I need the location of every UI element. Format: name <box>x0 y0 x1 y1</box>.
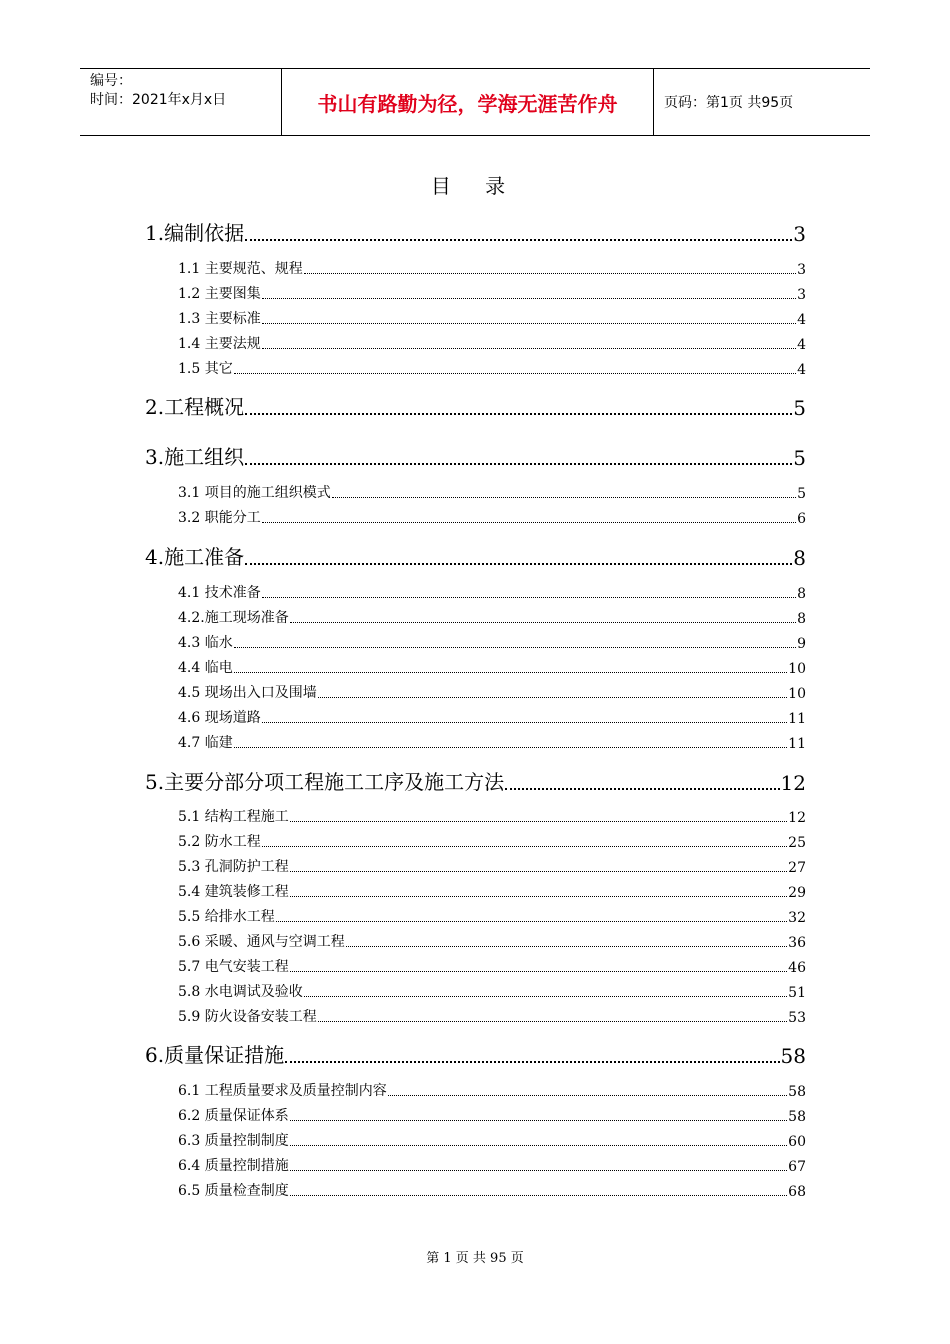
toc-dot-leader <box>245 463 792 465</box>
toc-entry-label: 4.4 临电 <box>178 660 233 676</box>
toc-entry-page-number: 8 <box>797 586 806 602</box>
toc-chapter-entry[interactable] <box>145 542 806 570</box>
toc-entry-page-number: 5 <box>793 396 806 420</box>
toc-section-entry[interactable] <box>178 981 806 1001</box>
toc-dot-leader <box>304 273 796 274</box>
toc-dot-leader <box>332 497 796 498</box>
toc-entry-page-number: 68 <box>788 1184 806 1200</box>
toc-entry-page-number: 5 <box>793 446 806 470</box>
toc-entry-label: 5.3 孔洞防护工程 <box>178 859 289 875</box>
toc-entry-label: 4.6 现场道路 <box>178 710 261 726</box>
toc-entry-label: 6.质量保证措施 <box>145 1043 285 1067</box>
toc-section-entry[interactable] <box>178 258 806 278</box>
toc-dot-leader <box>234 373 796 374</box>
toc-dot-leader <box>245 563 792 565</box>
toc-entry-page-number: 3 <box>797 287 806 303</box>
toc-entry-page-number: 12 <box>788 810 806 826</box>
toc-section-entry[interactable] <box>178 856 806 876</box>
toc-dot-leader <box>262 722 787 723</box>
toc-entry-label: 4.施工准备 <box>145 545 245 569</box>
toc-entry-label: 3.1 项目的施工组织模式 <box>178 485 331 501</box>
toc-dot-leader <box>290 821 787 822</box>
toc-dot-leader <box>262 298 796 299</box>
toc-entry-label: 5.9 防火设备安装工程 <box>178 1009 317 1025</box>
toc-entry-label: 5.4 建筑装修工程 <box>178 884 289 900</box>
toc-entry-page-number: 58 <box>780 1044 806 1068</box>
header-page-info: 页码：第1页 共95页 <box>664 95 794 111</box>
toc-entry-page-number: 8 <box>793 546 806 570</box>
toc-dot-leader <box>290 896 787 897</box>
toc-section-entry[interactable] <box>178 906 806 926</box>
toc-entry-page-number: 12 <box>780 771 806 795</box>
toc-section-entry[interactable] <box>178 1155 806 1175</box>
toc-dot-leader <box>346 946 787 947</box>
toc-entry-page-number: 60 <box>788 1134 806 1150</box>
toc-entry-label: 2.工程概况 <box>145 395 245 419</box>
toc-section-entry[interactable] <box>178 682 806 702</box>
toc-entry-page-number: 6 <box>797 511 806 527</box>
toc-entry-page-number: 46 <box>788 960 806 976</box>
document-number-label: 编号： <box>90 73 132 89</box>
toc-section-entry[interactable] <box>178 482 806 502</box>
toc-dot-leader <box>318 697 787 698</box>
toc-entry-page-number: 3 <box>793 222 806 246</box>
toc-entry-label: 5.1 结构工程施工 <box>178 809 289 825</box>
toc-entry-label: 5.2 防水工程 <box>178 834 261 850</box>
toc-section-entry[interactable] <box>178 582 806 602</box>
toc-section-entry[interactable] <box>178 732 806 752</box>
toc-entry-label: 5.6 采暖、通风与空调工程 <box>178 934 345 950</box>
toc-dot-leader <box>285 1061 779 1063</box>
toc-entry-label: 6.2 质量保证体系 <box>178 1108 289 1124</box>
toc-entry-page-number: 51 <box>788 985 806 1001</box>
toc-section-entry[interactable] <box>178 308 806 328</box>
toc-dot-leader <box>290 871 787 872</box>
toc-dot-leader <box>505 788 779 790</box>
toc-entry-page-number: 67 <box>788 1159 806 1175</box>
toc-title: 目 录 <box>430 174 520 198</box>
toc-entry-label: 6.5 质量检查制度 <box>178 1183 289 1199</box>
toc-entry-page-number: 58 <box>788 1084 806 1100</box>
toc-entry-page-number: 29 <box>788 885 806 901</box>
toc-section-entry[interactable] <box>178 507 806 527</box>
toc-section-entry[interactable] <box>178 1006 806 1026</box>
toc-section-entry[interactable] <box>178 1080 806 1100</box>
toc-entry-page-number: 10 <box>788 686 806 702</box>
toc-entry-page-number: 5 <box>797 486 806 502</box>
toc-chapter-entry[interactable] <box>145 1040 806 1068</box>
toc-entry-page-number: 32 <box>788 910 806 926</box>
toc-section-entry[interactable] <box>178 806 806 826</box>
toc-entry-page-number: 4 <box>797 312 806 328</box>
toc-entry-page-number: 4 <box>797 362 806 378</box>
toc-entry-label: 4.1 技术准备 <box>178 585 261 601</box>
toc-entry-page-number: 36 <box>788 935 806 951</box>
toc-entry-label: 1.3 主要标准 <box>178 311 261 327</box>
toc-dot-leader <box>290 1170 787 1171</box>
toc-dot-leader <box>290 1120 787 1121</box>
toc-entry-label: 1.编制依据 <box>145 221 245 245</box>
toc-entry-label: 5.8 水电调试及验收 <box>178 984 303 1000</box>
toc-entry-label: 3.施工组织 <box>145 445 245 469</box>
toc-chapter-entry[interactable] <box>145 767 806 795</box>
toc-section-entry[interactable] <box>178 931 806 951</box>
toc-entry-label: 6.4 质量控制措施 <box>178 1158 289 1174</box>
toc-entry-label: 4.2.施工现场准备 <box>178 610 289 626</box>
toc-entry-page-number: 53 <box>788 1010 806 1026</box>
toc-dot-leader <box>290 971 787 972</box>
toc-entry-page-number: 4 <box>797 337 806 353</box>
toc-section-entry[interactable] <box>178 632 806 652</box>
toc-section-entry[interactable] <box>178 881 806 901</box>
toc-entry-page-number: 25 <box>788 835 806 851</box>
toc-entry-page-number: 8 <box>797 611 806 627</box>
toc-section-entry[interactable] <box>178 358 806 378</box>
toc-entry-page-number: 11 <box>788 711 806 727</box>
toc-section-entry[interactable] <box>178 283 806 303</box>
toc-dot-leader <box>318 1021 787 1022</box>
document-time-label: 时间：2021年x月x日 <box>90 92 227 108</box>
toc-entry-page-number: 3 <box>797 262 806 278</box>
toc-entry-page-number: 58 <box>788 1109 806 1125</box>
toc-section-entry[interactable] <box>178 707 806 727</box>
toc-dot-leader <box>388 1095 787 1096</box>
toc-section-entry[interactable] <box>178 1180 806 1200</box>
toc-dot-leader <box>290 1195 787 1196</box>
toc-section-entry[interactable] <box>178 657 806 677</box>
toc-dot-leader <box>304 996 787 997</box>
toc-entry-label: 1.1 主要规范、规程 <box>178 261 303 277</box>
toc-dot-leader <box>234 747 787 748</box>
toc-entry-label: 4.3 临水 <box>178 635 233 651</box>
toc-entry-label: 5.7 电气安装工程 <box>178 959 289 975</box>
toc-entry-label: 5.5 给排水工程 <box>178 909 275 925</box>
toc-entry-page-number: 11 <box>788 736 806 752</box>
toc-entry-page-number: 9 <box>797 636 806 652</box>
toc-entry-label: 6.1 工程质量要求及质量控制内容 <box>178 1083 387 1099</box>
toc-entry-page-number: 10 <box>788 661 806 677</box>
toc-dot-leader <box>262 522 796 523</box>
toc-dot-leader <box>276 921 787 922</box>
toc-section-entry[interactable] <box>178 956 806 976</box>
toc-entry-label: 3.2 职能分工 <box>178 510 261 526</box>
header-motto: 书山有路勤为径，学海无涯苦作舟 <box>281 69 654 135</box>
toc-entry-label: 1.2 主要图集 <box>178 286 261 302</box>
toc-dot-leader <box>234 647 796 648</box>
toc-entry-label: 4.7 临建 <box>178 735 233 751</box>
toc-entry-label: 6.3 质量控制制度 <box>178 1133 289 1149</box>
toc-dot-leader <box>245 413 792 415</box>
toc-dot-leader <box>262 348 796 349</box>
toc-dot-leader <box>290 622 796 623</box>
toc-dot-leader <box>245 239 792 241</box>
toc-chapter-entry[interactable] <box>145 442 806 470</box>
toc-entry-label: 4.5 现场出入口及围墙 <box>178 685 317 701</box>
toc-entry-label: 1.5 其它 <box>178 361 233 377</box>
toc-dot-leader <box>262 323 796 324</box>
toc-section-entry[interactable] <box>178 1130 806 1150</box>
toc-dot-leader <box>234 672 787 673</box>
page-footer: 第 1 页 共 95 页 <box>426 1251 524 1266</box>
toc-chapter-entry[interactable] <box>145 392 806 420</box>
toc-section-entry[interactable] <box>178 333 806 353</box>
toc-dot-leader <box>262 597 796 598</box>
toc-dot-leader <box>290 1145 787 1146</box>
toc-entry-label: 5.主要分部分项工程施工工序及施工方法 <box>145 770 505 794</box>
toc-section-entry[interactable] <box>178 607 806 627</box>
toc-entry-page-number: 27 <box>788 860 806 876</box>
toc-section-entry[interactable] <box>178 831 806 851</box>
toc-chapter-entry[interactable] <box>145 218 806 246</box>
toc-section-entry[interactable] <box>178 1105 806 1125</box>
toc-dot-leader <box>262 846 787 847</box>
toc-entry-label: 1.4 主要法规 <box>178 336 261 352</box>
